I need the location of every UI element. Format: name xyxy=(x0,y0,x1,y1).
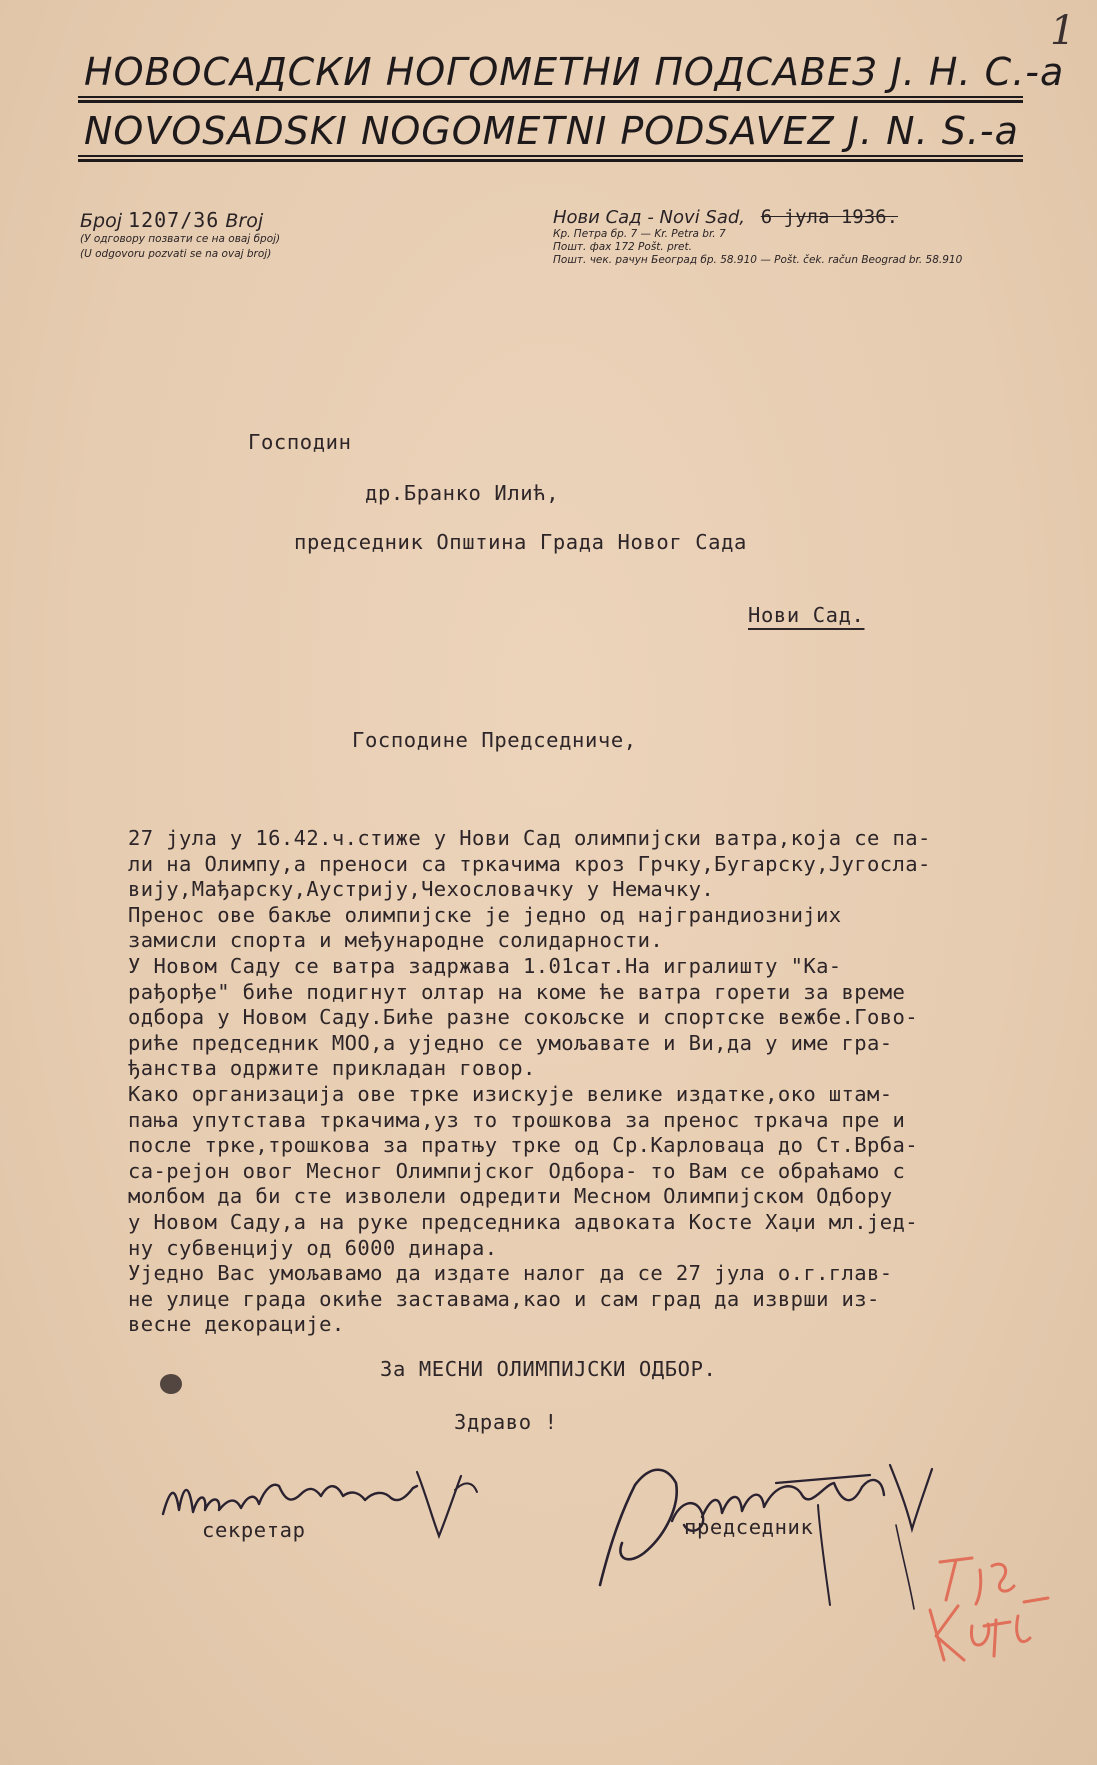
body-line: весне декорације. xyxy=(128,1312,345,1337)
body-line: са-рејон овог Месног Олимпијског Одбора- то Вам се обраћамо с xyxy=(128,1158,906,1183)
place: Нови Сад - Novi Sad, xyxy=(553,207,746,228)
body-line: вију,Мађарску,Аустрију,Чехословачку у Немачку. xyxy=(128,877,715,902)
body-line: Пренос ове бакље олимпијске је једно од најграндиознијих xyxy=(128,902,842,927)
body-line: ну субвенцију од 6000 динара. xyxy=(128,1235,498,1260)
letterhead-rule xyxy=(78,159,1023,162)
addressee-name: др.Бранко Илић, xyxy=(365,481,560,505)
closing-committee: За МЕСНИ ОЛИМПИЈСКИ ОДБОР. xyxy=(380,1357,717,1381)
reference-block xyxy=(80,208,380,262)
addressee-position: председник Општина Града Новог Сада xyxy=(294,530,747,554)
reference-note-latin: (U odgovoru pozvati se na ovaj broj) xyxy=(80,248,272,260)
reference-label-latin: Broj xyxy=(225,210,264,232)
letter-body xyxy=(128,826,1068,1338)
secretary-title: секретар xyxy=(202,1518,306,1542)
date: 6 јула 1936. xyxy=(760,206,899,228)
postbox-line: Пошт. фах 172 Pošt. pret. xyxy=(553,241,692,253)
body-line: замисли спорта и међународне солидарности. xyxy=(128,928,664,953)
letterhead-rule xyxy=(78,155,1023,157)
greeting: Господине Председниче, xyxy=(352,728,637,752)
reference-number xyxy=(80,208,380,232)
place-date-block xyxy=(553,206,1033,267)
body-line: риће председник МОО,а уједно се умољавате и Ви,да у име гра- xyxy=(128,1030,893,1055)
account-line: Пошт. чек. рачун Београд бр. 58.910 — Pošt. ček. račun Beograd br. 58.910 xyxy=(553,254,963,266)
page-number: 1 xyxy=(1050,8,1076,54)
addressee-title: Господин xyxy=(248,430,352,454)
addressee-city: Нови Сад. xyxy=(748,603,865,627)
body-line: пања упутстава тркачима,уз то трошкова за пренос тркача пре и xyxy=(128,1107,906,1132)
body-line: у Новом Саду,а на руке председника адвоката Косте Хаџи мл.јед- xyxy=(128,1209,919,1234)
red-pencil-annotation xyxy=(910,1540,1070,1700)
body-line: Како организација ове трке изискује велике издатке,око штам- xyxy=(128,1081,893,1106)
reference-note-cyrillic: (У одговору позвати се на овај број) xyxy=(80,233,281,245)
president-title: председник xyxy=(684,1515,814,1539)
letterhead-rule xyxy=(78,96,1023,98)
reference-label-cyrillic: Број xyxy=(80,210,122,232)
place-date xyxy=(553,206,1033,228)
body-line: рађорђе" биће подигнут олтар на коме ће ватра горети за време xyxy=(128,979,906,1004)
body-line: ли на Олимпу,а преноси са тркачима кроз Грчку,Бугарску,Југосла- xyxy=(128,851,931,876)
ink-stain xyxy=(160,1374,182,1394)
body-line: молбом да би сте изволели одредити Месном Олимпијском Одбору xyxy=(128,1184,893,1209)
body-line: 27 јула у 16.42.ч.стиже у Нови Сад олимпијски ватра,која се па- xyxy=(128,826,931,850)
body-line: Уједно Вас умољавамо да издате налог да се 27 јула о.г.глав- xyxy=(128,1261,893,1286)
letterhead xyxy=(78,48,1065,162)
reference-value: 1207/36 xyxy=(128,208,220,232)
body-line: после трке,трошкова за пратњу трке од Ср.Карловаца до Ст.Врба- xyxy=(128,1133,919,1158)
body-line: ђанства одржите прикладан говор. xyxy=(128,1056,536,1081)
closing-farewell: Здраво ! xyxy=(454,1410,558,1434)
address-line: Кр. Петра бр. 7 — Kr. Petra br. 7 xyxy=(553,228,726,240)
letterhead-cyrillic: НОВОСАДСКИ НОГОМЕТНИ ПОДСАВЕЗ J. Н. С.-а xyxy=(84,50,1065,94)
body-line: У Новом Саду се ватра задржава 1.01сат.На игралишту "Ка- xyxy=(128,953,842,978)
body-line: не улице града окиће заставама,као и сам град да изврши из- xyxy=(128,1286,880,1311)
body-line: одбора у Новом Саду.Биће разне сокољске и спортске вежбе.Гово- xyxy=(128,1005,919,1030)
letterhead-latin: NOVOSADSKI NOGOMETNI PODSAVEZ J. N. S.-a xyxy=(84,109,1019,153)
